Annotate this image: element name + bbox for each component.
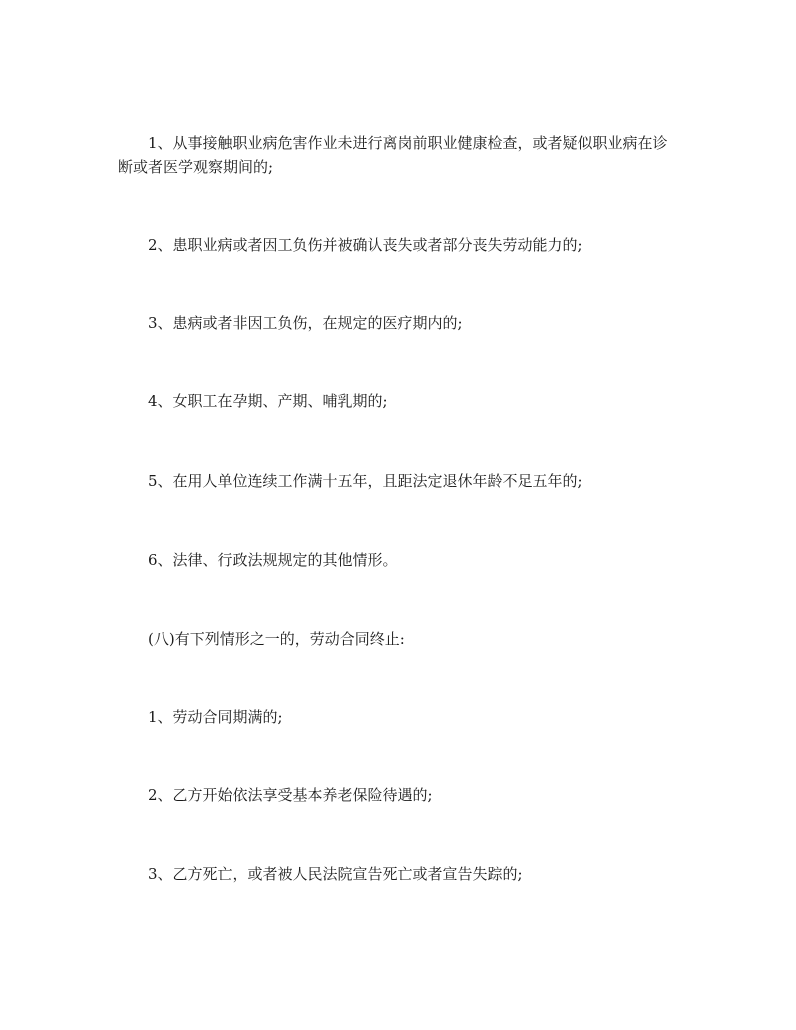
- section-heading-8: (八)有下列情形之一的，劳动合同终止:: [148, 630, 405, 648]
- paragraph-9: 2、乙方开始依法享受基本养老保险待遇的;: [148, 786, 433, 804]
- paragraph-10: 3、乙方死亡，或者被人民法院宣告死亡或者宣告失踪的;: [148, 865, 523, 883]
- paragraph-2: 2、患职业病或者因工负伤并被确认丧失或者部分丧失劳动能力的;: [148, 236, 583, 254]
- paragraph-5: 5、在用人单位连续工作满十五年，且距法定退休年龄不足五年的;: [148, 472, 583, 490]
- paragraph-4: 4、女职工在孕期、产期、哺乳期的;: [148, 392, 388, 410]
- paragraph-1: 1、从事接触职业病危害作业未进行离岗前职业健康检查，或者疑似职业病在诊断或者医学观察期间的;: [118, 134, 668, 176]
- paragraph-3: 3、患病或者非因工负伤，在规定的医疗期内的;: [148, 314, 463, 332]
- paragraph-8: 1、劳动合同期满的;: [148, 708, 283, 726]
- paragraph-6: 6、法律、行政法规规定的其他情形。: [148, 551, 398, 569]
